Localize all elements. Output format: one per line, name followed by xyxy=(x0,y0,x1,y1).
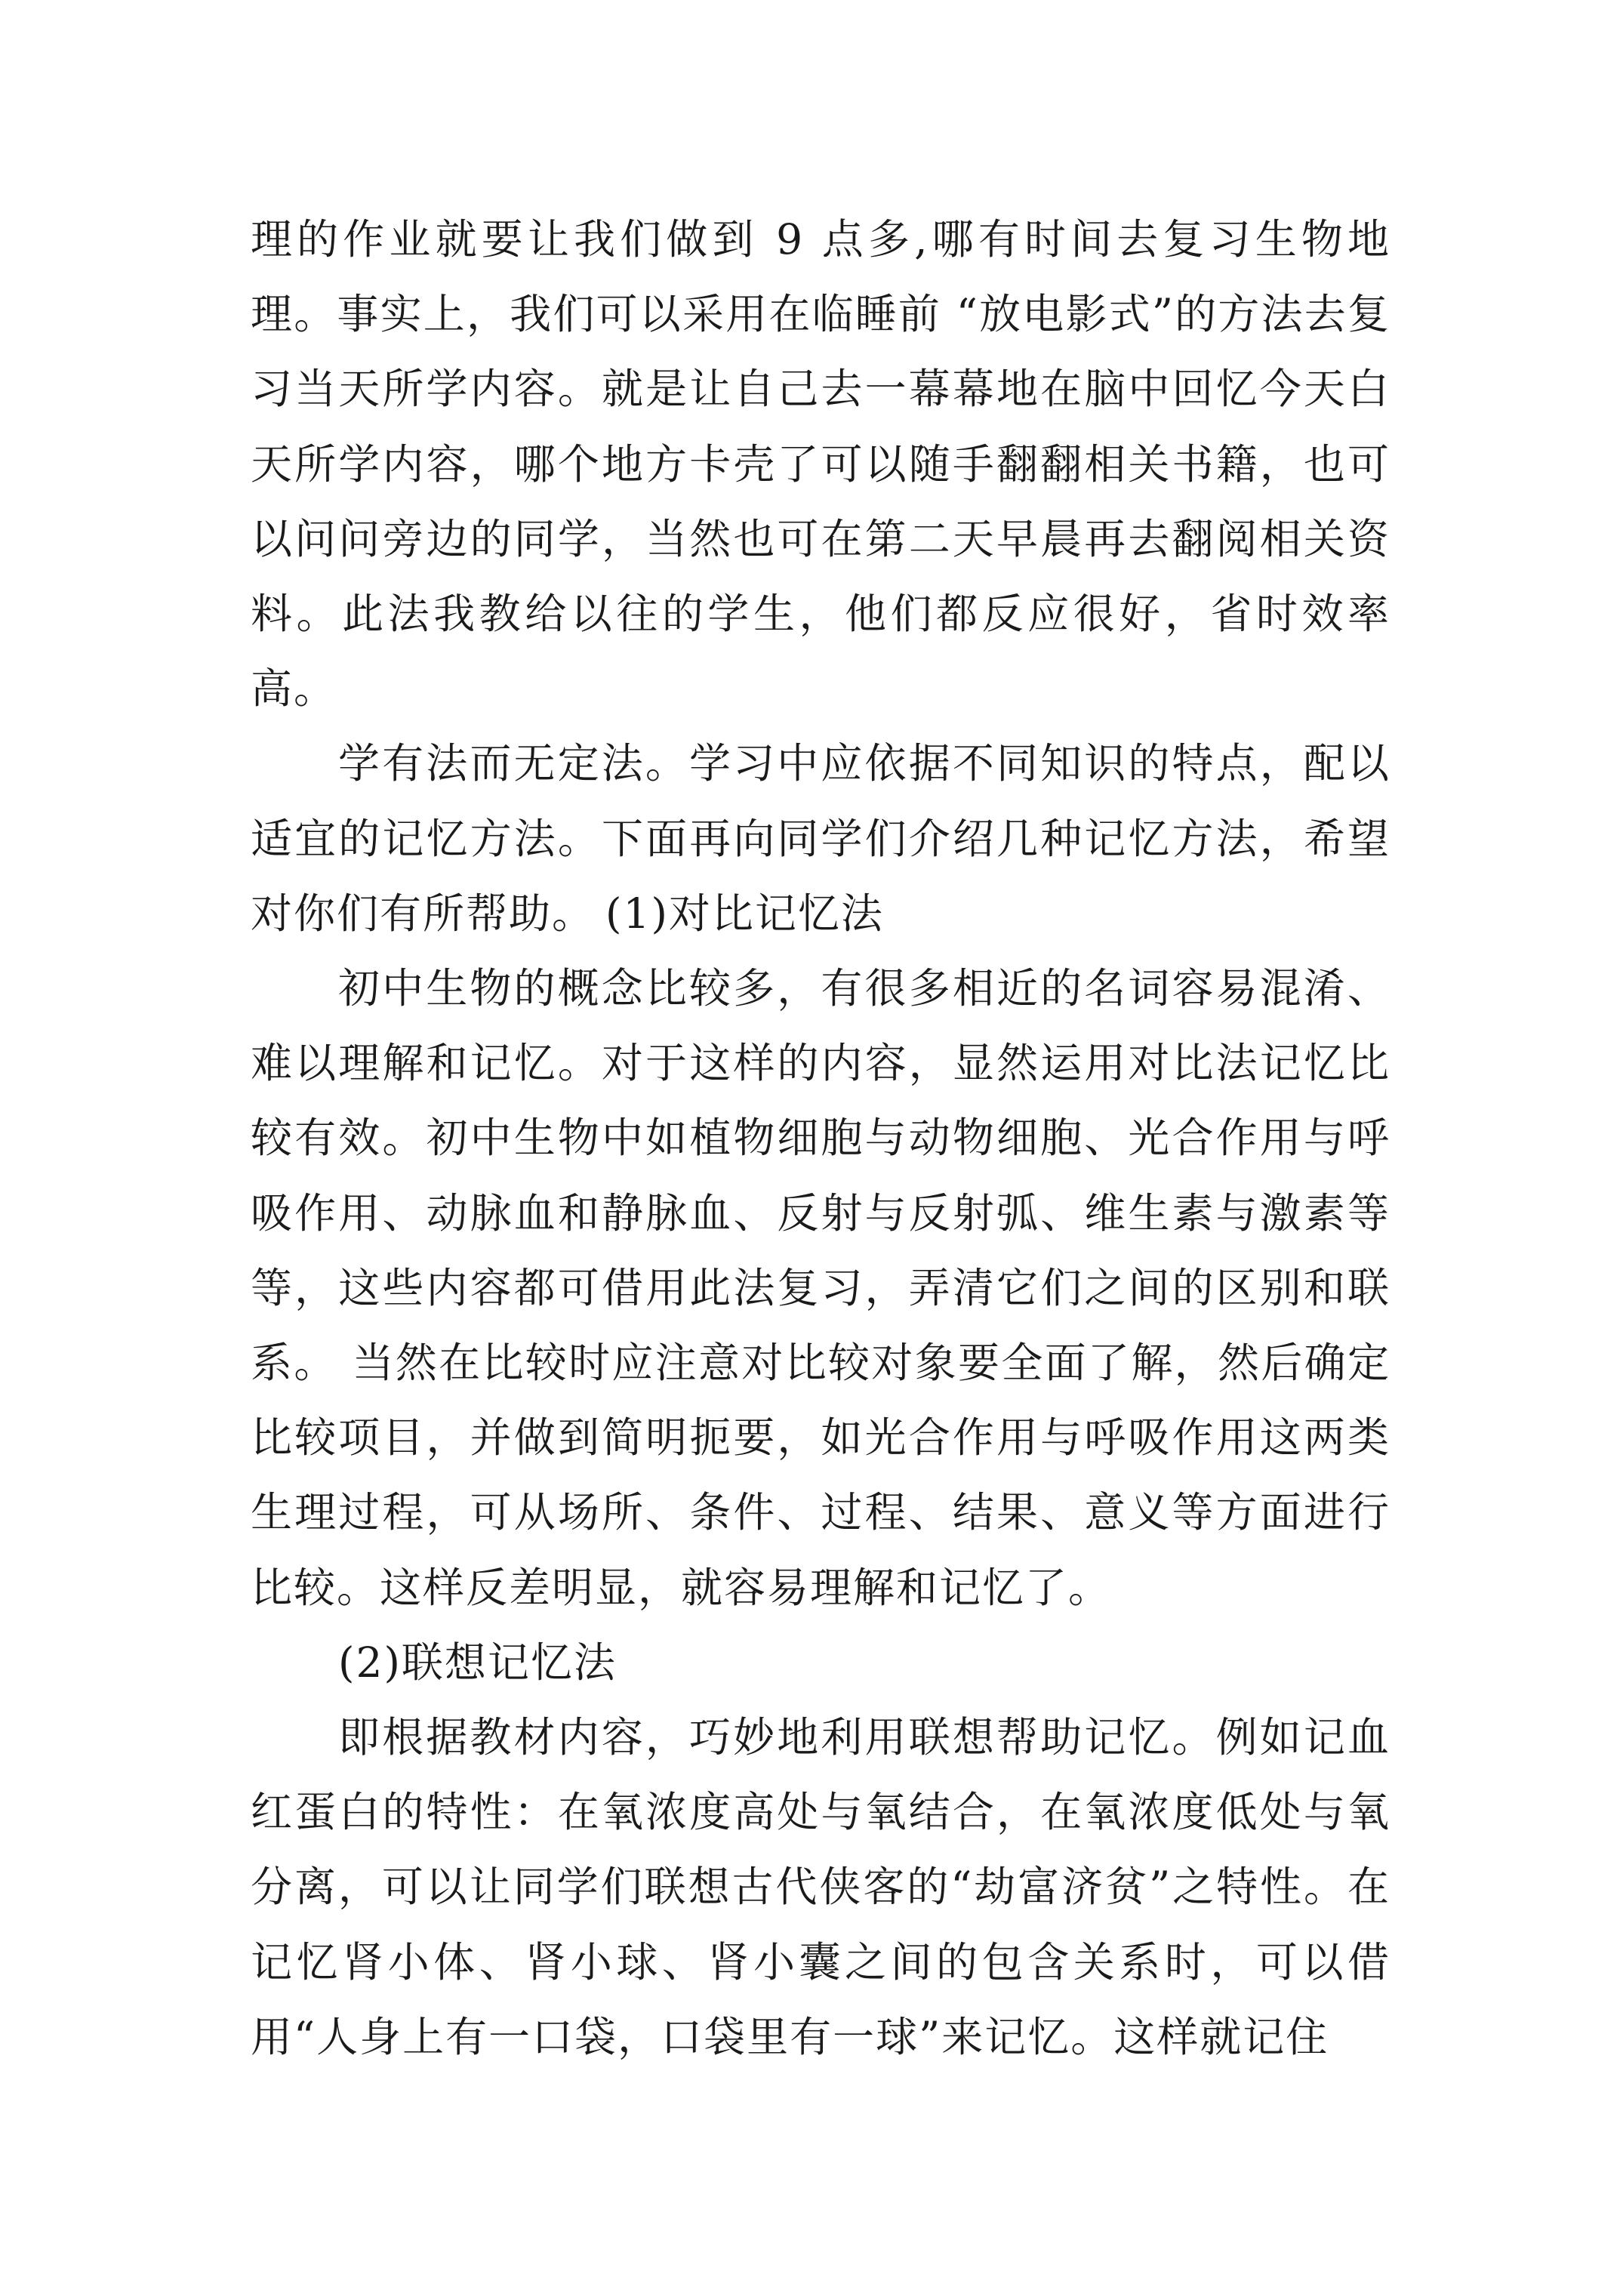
paragraph-5: 即根据教材内容，巧妙地利用联想帮助记忆。例如记血红蛋白的特性：在氧浓度高处与氧结合，在氧浓度低处与氧分离，可以让同学们联想古代侠客的“劫富济贫”之特性。在记忆肾小体、肾小球、肾小囊之间的包含关系时，可以借用“人身上有一口袋，口袋里有一球”来记忆。这样就记住 xyxy=(251,1713,1390,2061)
section-heading-contrast-memory: (1)对比记忆法 xyxy=(605,889,884,938)
paragraph-2-text: 学有法而无定法。学习中应依据不同知识的特点，配以适宜的记忆方法。下面再向同学们介绍几种记忆方法，希望对你们有所帮助。 xyxy=(251,739,1390,938)
paragraph-3: 初中生物的概念比较多，有很多相近的名词容易混淆、难以理解和记忆。对于这样的内容，显然运用对比法记忆比较有效。初中生物中如植物细胞与动物细胞、光合作用与呼吸作用、动脉血和静脉血、反射与反射弧、维生素与激素等等，这些内容都可借用此法复习，弄清它们之间的区别和联系。 当然在比较时应注意对比较对象要全面了解，然后确定比较项目，并做到简明扼要，如光合作用与呼吸作用这两类生理过程，可从场所、条件、过程、结果、意义等方面进行比较。这样反差明显，就容易理解和记忆了。 xyxy=(251,964,1390,1612)
paragraph-2 xyxy=(251,726,1390,951)
section-heading-association-memory: (2)联想记忆法 xyxy=(338,1638,617,1687)
body-text xyxy=(251,202,1390,2075)
paragraph-1: 理的作业就要让我们做到 9 点多,哪有时间去复习生物地理。事实上，我们可以采用在临睡前 “放电影式”的方法去复习当天所学内容。就是让自己去一幕幕地在脑中回忆今天白天所学内容，哪个地方卡壳了可以随手翻翻相关书籍，也可以问问旁边的同学，当然也可在第二天早晨再去翻阅相关资料。此法我教给以往的学生，他们都反应很好，省时效率高。 xyxy=(251,215,1390,713)
